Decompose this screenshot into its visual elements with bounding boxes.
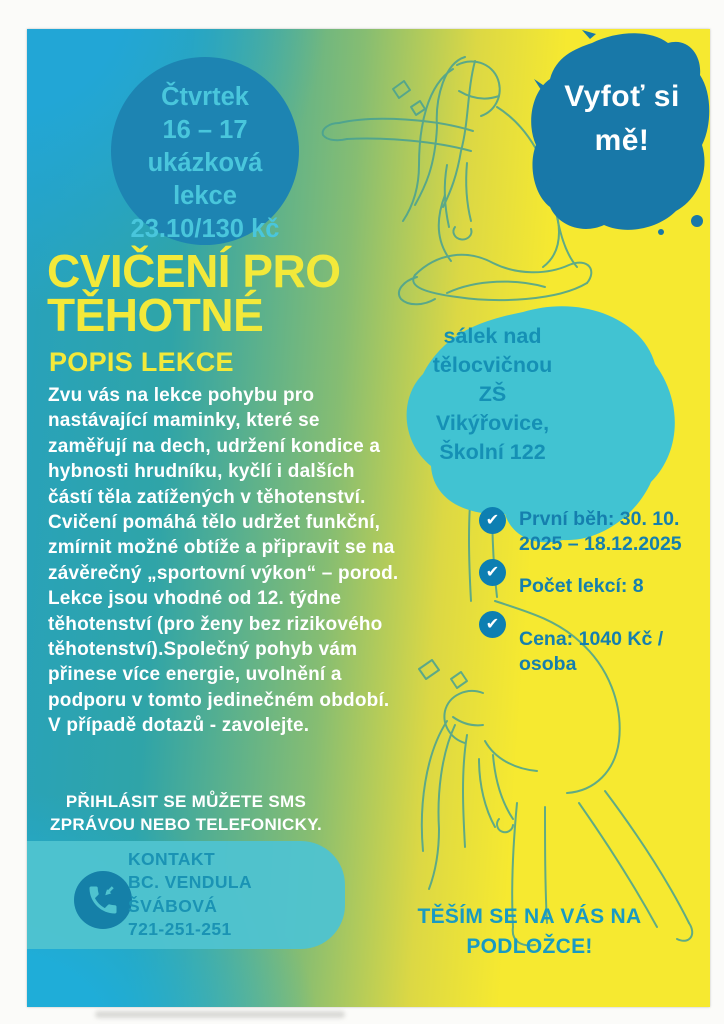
photo-callout: Vyfoť si mě! bbox=[564, 80, 680, 157]
detail-item-price bbox=[479, 611, 701, 677]
detail-text: Cena: 1040 Kč / osoba bbox=[519, 628, 664, 675]
lesson-description: Zvu vás na lekce pohybu pro nastávající maminky, které se zaměřují na dech, udržení kondice a hybnosti hrudníku, kyčlí i dalších částí těla zatížených v těhotenství. Cvičení pomáhá tělo udržet funkční, zmírnit možné obtíže a připravit se na závěrečný „sportovní výkon“ – porod. Lekce jsou vhodné od 12. týdne těhotenství (pro ženy bez rizikového těhotenství).Společný pohyb vám přinese více energie, uvolnění a podporu v tomto jedinečném období. V případě dotazů - zavolejte. bbox=[48, 385, 399, 737]
check-icon: ✔ bbox=[479, 611, 506, 638]
sparkle-icon bbox=[419, 660, 439, 679]
contact-text: KONTAKT BC. VENDULA ŠVÁBOVÁ 721-251-251 bbox=[128, 849, 252, 940]
detail-item-first-run bbox=[479, 507, 701, 557]
splat-dot bbox=[658, 229, 664, 235]
signup-note: PŘIHLÁSIT SE MŮŽETE SMS ZPRÁVOU NEBO TELEFONICKY. bbox=[50, 792, 322, 834]
location-text: sálek nad tělocvičnou ZŠ Vikýřovice, Školní 122 bbox=[432, 324, 553, 464]
detail-text: První běh: 30. 10. 2025 – 18.12.2025 bbox=[519, 508, 682, 555]
closing-note: TĚŠÍM SE NA VÁS NA PODLOŽCE! bbox=[417, 905, 642, 958]
phone-icon bbox=[74, 871, 132, 929]
detail-item-lesson-count bbox=[479, 559, 701, 599]
scan-smudge bbox=[95, 1011, 345, 1018]
section-heading: POPIS LEKCE bbox=[49, 347, 234, 377]
page-title bbox=[47, 245, 341, 341]
check-icon: ✔ bbox=[479, 559, 506, 586]
sparkle-icon bbox=[411, 101, 425, 115]
flyer bbox=[27, 29, 710, 1007]
page-title-line1: CVIČENÍ PRO bbox=[47, 245, 341, 297]
check-icon: ✔ bbox=[479, 507, 506, 534]
sparkle-icon bbox=[451, 672, 467, 688]
splat-dot bbox=[691, 215, 703, 227]
page-title-line2: TĚHOTNÉ bbox=[47, 289, 264, 341]
sparkle-icon bbox=[393, 81, 410, 98]
detail-text: Počet lekcí: 8 bbox=[519, 575, 644, 597]
schedule-badge: Čtvrtek 16 – 17 ukázková lekce 23.10/130 kč bbox=[111, 57, 299, 245]
